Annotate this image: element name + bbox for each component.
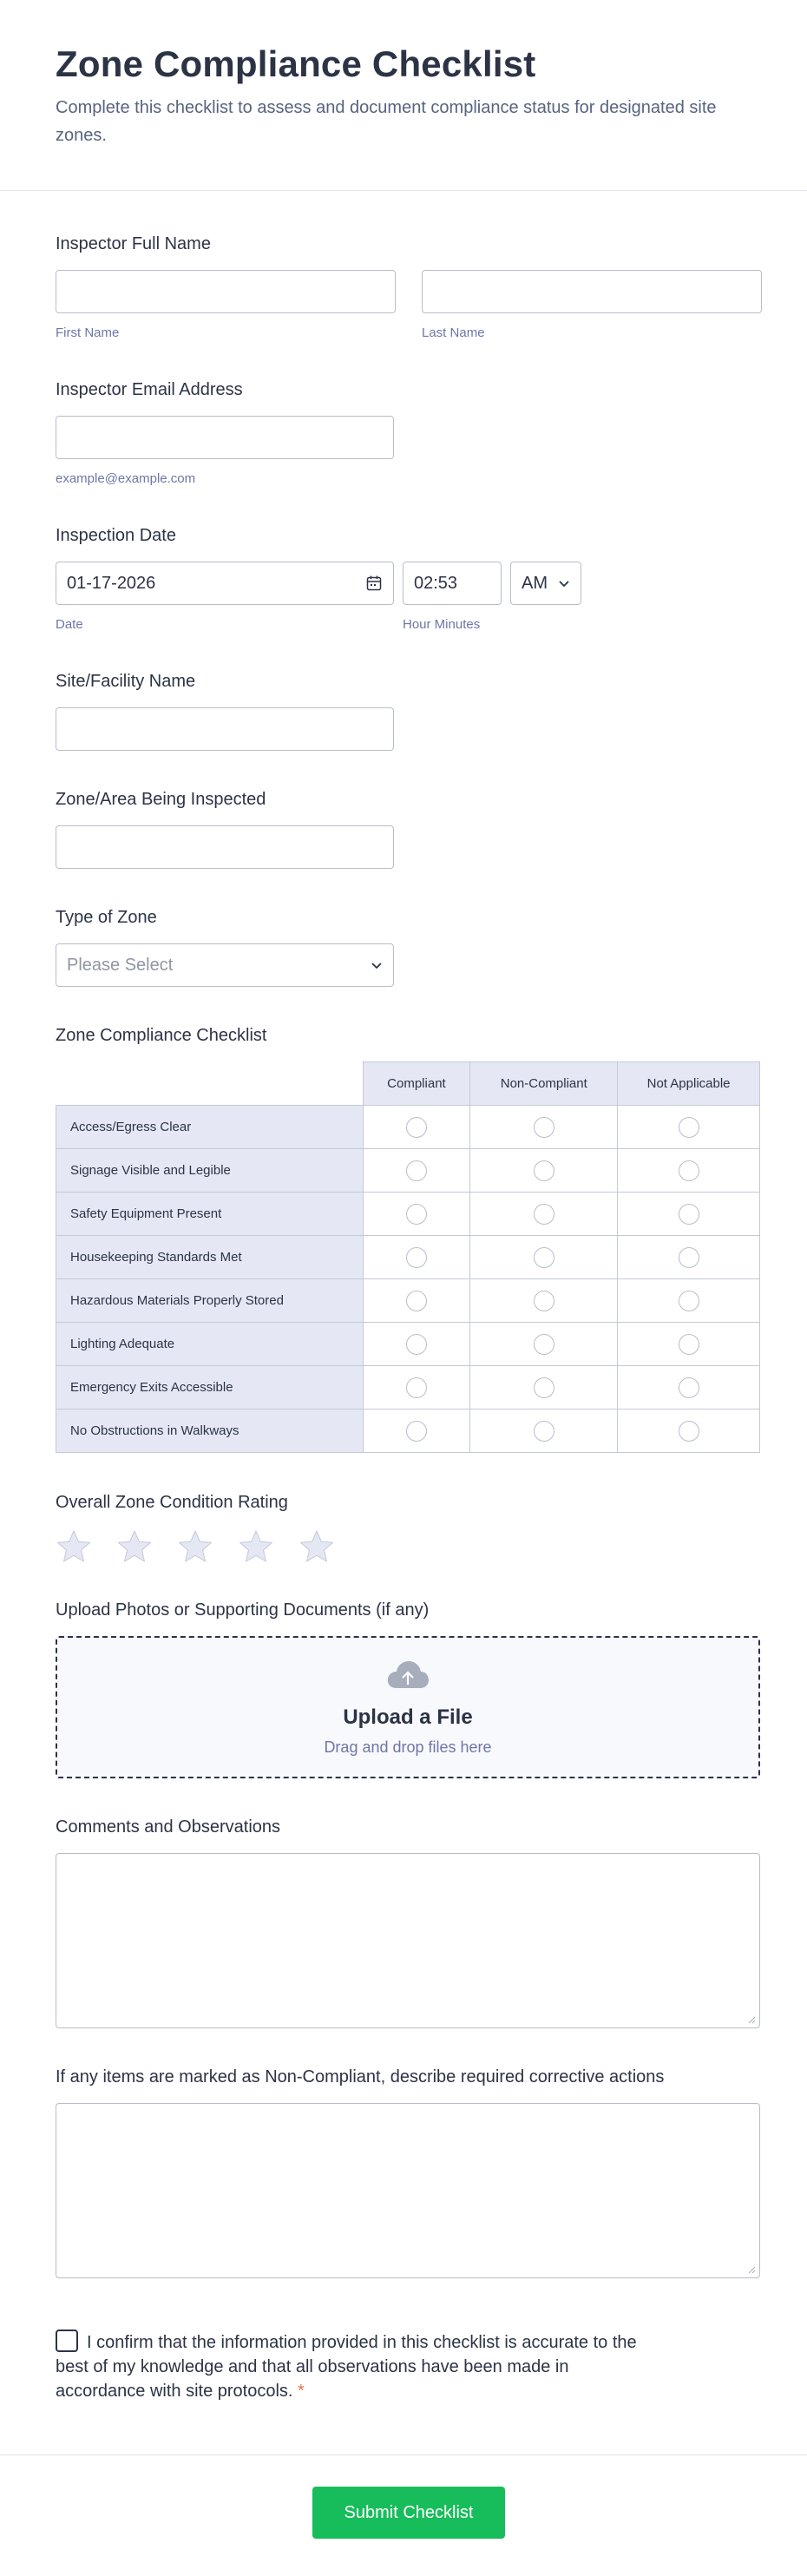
site-name-field xyxy=(56,672,394,751)
radio-button[interactable] xyxy=(534,1204,554,1225)
time-sublabel: Hour Minutes xyxy=(403,617,481,632)
matrix-col-not-applicable: Not Applicable xyxy=(618,1062,760,1106)
radio-button[interactable] xyxy=(406,1204,427,1225)
matrix-row-label: Lighting Adequate xyxy=(56,1323,364,1366)
matrix-cell xyxy=(363,1236,470,1279)
radio-button[interactable] xyxy=(534,1377,554,1398)
resize-handle-icon[interactable] xyxy=(747,2015,756,2024)
matrix-cell xyxy=(618,1106,760,1149)
email-input[interactable] xyxy=(56,416,394,459)
confirmation-checkbox[interactable] xyxy=(56,2330,78,2352)
radio-button[interactable] xyxy=(679,1247,699,1268)
zone-type-label: Type of Zone xyxy=(56,908,157,927)
inspector-email-label: Inspector Email Address xyxy=(56,380,243,399)
date-sublabel: Date xyxy=(56,617,83,632)
radio-button[interactable] xyxy=(534,1117,554,1138)
zone-type-placeholder: Please Select xyxy=(67,956,174,975)
confirmation-field xyxy=(56,2330,663,2403)
radio-button[interactable] xyxy=(406,1160,427,1181)
matrix-row xyxy=(56,1366,760,1410)
zone-area-input[interactable] xyxy=(56,825,394,869)
matrix-cell xyxy=(470,1106,618,1149)
radio-button[interactable] xyxy=(406,1291,427,1311)
matrix-row xyxy=(56,1236,760,1279)
radio-button[interactable] xyxy=(406,1117,427,1138)
comments-label: Comments and Observations xyxy=(56,1817,281,1837)
matrix-cell xyxy=(363,1279,470,1323)
radio-button[interactable] xyxy=(679,1204,699,1225)
corrective-field xyxy=(56,2067,760,2278)
inspection-date-field xyxy=(56,526,581,632)
last-name-sublabel: Last Name xyxy=(422,325,485,340)
matrix-row-label: No Obstructions in Walkways xyxy=(56,1410,364,1453)
matrix-row xyxy=(56,1149,760,1193)
matrix-row-label: Signage Visible and Legible xyxy=(56,1149,364,1193)
radio-button[interactable] xyxy=(679,1291,699,1311)
comments-textarea[interactable] xyxy=(56,1853,760,2028)
star-icon[interactable] xyxy=(238,1528,274,1565)
radio-button[interactable] xyxy=(534,1247,554,1268)
zone-area-label: Zone/Area Being Inspected xyxy=(56,790,266,809)
zone-type-select[interactable] xyxy=(56,943,394,987)
matrix-cell xyxy=(470,1410,618,1453)
matrix-row xyxy=(56,1410,760,1453)
radio-button[interactable] xyxy=(406,1421,427,1442)
radio-button[interactable] xyxy=(679,1160,699,1181)
matrix-cell xyxy=(618,1236,760,1279)
required-mark: * xyxy=(298,2382,305,2401)
zone-type-field xyxy=(56,908,394,987)
matrix-row xyxy=(56,1279,760,1323)
last-name-input[interactable] xyxy=(422,270,762,313)
inspector-name-label: Inspector Full Name xyxy=(56,234,211,253)
comments-field xyxy=(56,1817,760,2028)
matrix-cell xyxy=(363,1106,470,1149)
radio-button[interactable] xyxy=(534,1334,554,1355)
matrix-col-compliant: Compliant xyxy=(363,1062,470,1106)
confirmation-label: I confirm that the information provided in this checklist is accurate to the best of my knowledge and that all observations have been made in accordance with site protocols. xyxy=(56,2333,637,2401)
upload-title: Upload a File xyxy=(343,1705,473,1729)
matrix-row-label: Housekeeping Standards Met xyxy=(56,1236,364,1279)
matrix-row xyxy=(56,1323,760,1366)
star-icon[interactable] xyxy=(299,1528,335,1565)
page-title: Zone Compliance Checklist xyxy=(56,43,536,84)
radio-button[interactable] xyxy=(679,1421,699,1442)
radio-button[interactable] xyxy=(406,1247,427,1268)
star-icon[interactable] xyxy=(116,1528,153,1565)
matrix-cell xyxy=(618,1366,760,1410)
resize-handle-icon[interactable] xyxy=(747,2265,756,2274)
matrix-cell xyxy=(618,1193,760,1236)
matrix-cell xyxy=(470,1193,618,1236)
upload-label: Upload Photos or Supporting Documents (if any) xyxy=(56,1600,430,1620)
matrix-cell xyxy=(618,1279,760,1323)
form-header xyxy=(0,0,807,191)
matrix-cell xyxy=(618,1149,760,1193)
star-icon[interactable] xyxy=(177,1528,213,1565)
upload-dropzone[interactable] xyxy=(56,1636,760,1778)
chevron-down-icon xyxy=(558,577,570,589)
matrix-cell xyxy=(470,1149,618,1193)
time-input[interactable]: 02:53 xyxy=(403,562,502,605)
matrix-cell xyxy=(618,1323,760,1366)
matrix-row xyxy=(56,1106,760,1149)
matrix-cell xyxy=(618,1410,760,1453)
chevron-down-icon xyxy=(371,959,383,971)
corrective-textarea[interactable] xyxy=(56,2103,760,2278)
submit-button[interactable]: Submit Checklist xyxy=(312,2487,505,2539)
compliance-matrix-field xyxy=(56,1026,760,1453)
matrix-cell xyxy=(363,1149,470,1193)
rating-field xyxy=(56,1493,335,1565)
rating-label: Overall Zone Condition Rating xyxy=(56,1493,288,1512)
site-name-label: Site/Facility Name xyxy=(56,672,196,691)
email-sublabel: example@example.com xyxy=(56,471,196,486)
matrix-row-label: Hazardous Materials Properly Stored xyxy=(56,1279,364,1323)
confirmation-text xyxy=(56,2330,663,2403)
matrix-col-non-compliant: Non-Compliant xyxy=(470,1062,618,1106)
star-rating xyxy=(56,1528,335,1565)
ampm-value: AM xyxy=(522,574,548,593)
first-name-sublabel: First Name xyxy=(56,325,120,340)
date-value: 01-17-2026 xyxy=(67,574,156,593)
inspector-name-field xyxy=(56,234,762,340)
zone-area-field xyxy=(56,790,394,869)
matrix-cell xyxy=(470,1236,618,1279)
radio-button[interactable] xyxy=(406,1377,427,1398)
compliance-matrix xyxy=(56,1061,760,1453)
first-name-input[interactable] xyxy=(56,270,396,313)
form-description: Complete this checklist to assess and document compliance status for designated site zones. xyxy=(56,98,717,145)
compliance-matrix-label: Zone Compliance Checklist xyxy=(56,1026,267,1045)
matrix-row-label: Access/Egress Clear xyxy=(56,1106,364,1149)
ampm-select[interactable] xyxy=(510,562,581,605)
matrix-cell xyxy=(470,1279,618,1323)
inspection-date-label: Inspection Date xyxy=(56,526,176,545)
matrix-row-label: Emergency Exits Accessible xyxy=(56,1366,364,1410)
site-name-input[interactable] xyxy=(56,707,394,751)
matrix-cell xyxy=(363,1323,470,1366)
radio-button[interactable] xyxy=(534,1291,554,1311)
radio-button[interactable] xyxy=(679,1117,699,1138)
matrix-cell xyxy=(363,1410,470,1453)
corrective-label: If any items are marked as Non-Compliant, describe required corrective actions xyxy=(56,2067,665,2086)
matrix-row-label: Safety Equipment Present xyxy=(56,1193,364,1236)
upload-hint: Drag and drop files here xyxy=(324,1738,492,1756)
upload-field xyxy=(56,1600,760,1778)
matrix-cell xyxy=(470,1323,618,1366)
radio-button[interactable] xyxy=(679,1334,699,1355)
matrix-row xyxy=(56,1193,760,1236)
calendar-icon[interactable] xyxy=(365,575,383,592)
cloud-upload-icon xyxy=(385,1659,430,1693)
date-input[interactable] xyxy=(56,562,394,605)
form-footer xyxy=(0,2454,807,2576)
radio-button[interactable] xyxy=(406,1334,427,1355)
star-icon[interactable] xyxy=(56,1528,92,1565)
inspector-email-field xyxy=(56,380,394,486)
radio-button[interactable] xyxy=(534,1160,554,1181)
radio-button[interactable] xyxy=(679,1377,699,1398)
matrix-cell xyxy=(470,1366,618,1410)
radio-button[interactable] xyxy=(534,1421,554,1442)
matrix-cell xyxy=(363,1366,470,1410)
matrix-corner xyxy=(56,1062,364,1106)
matrix-cell xyxy=(363,1193,470,1236)
